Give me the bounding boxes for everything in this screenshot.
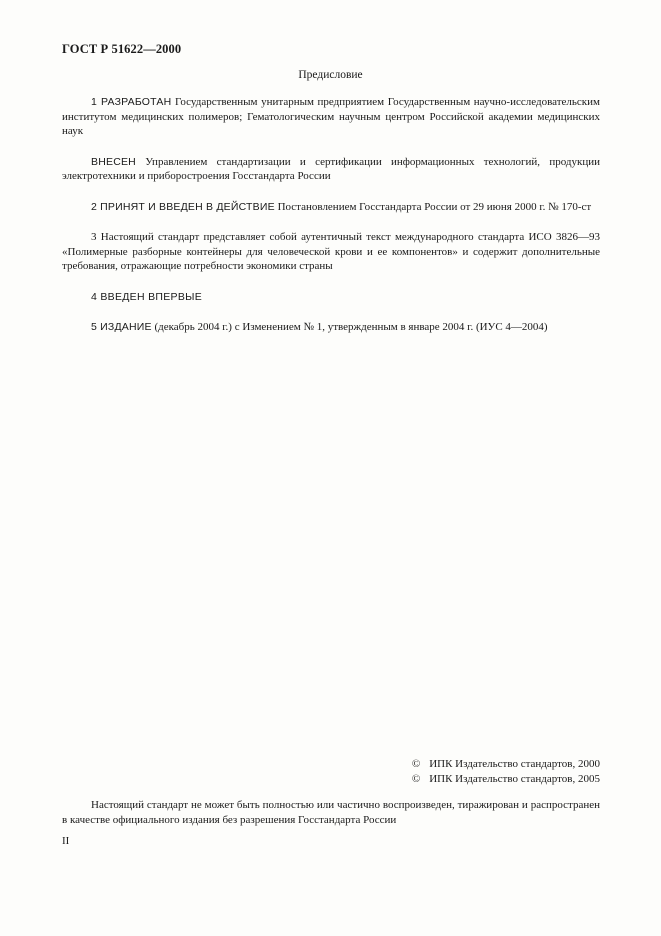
paragraph-text: Настоящий стандарт представляет собой аутентичный текст международного стандарта ИСО 3826—93 «Полимерные разборные контейнеры для человеческой крови и ее компонентов» и содержит дополнительные требования, отражающие потребности экономики страны — [62, 231, 600, 272]
paragraph-lead: 4 ВВЕДЕН ВПЕРВЫЕ — [91, 290, 203, 303]
paragraph-text: Государственным унитарным предприятием Государственным научно-исследовательским институтом медицинских полимеров; Гематологическим научным центром Российской академии медицинских наук — [62, 96, 600, 137]
page-number: II — [62, 835, 70, 847]
paragraph-lead: ВНЕСЕН — [91, 155, 136, 168]
paragraph-first-introduced — [62, 290, 600, 305]
paragraph-adopted — [62, 200, 600, 215]
copyright-block — [412, 757, 600, 786]
document-code: ГОСТ Р 51622—2000 — [62, 42, 182, 56]
reproduction-notice: Настоящий стандарт не может быть полностью или частично воспроизведен, тиражирован и распространен в качестве официального издания без разрешения Госстандарта России — [62, 799, 600, 826]
paragraph-lead: 3 — [91, 231, 97, 243]
preface-body — [62, 95, 600, 351]
paragraph-developed — [62, 95, 600, 139]
copyright-symbol: © — [411, 758, 421, 770]
paragraph-text: (декабрь 2004 г.) с Изменением № 1, утвержденным в январе 2004 г. (ИУС 4—2004) — [151, 321, 548, 333]
copyright-line — [412, 757, 600, 772]
paragraph-text: Постановлением Госстандарта России от 29 июня 2000 г. № 170-ст — [274, 200, 592, 213]
copyright-line — [412, 772, 600, 787]
paragraph-text: Управлением стандартизации и сертификации информационных технологий, продукции электротехники и приборостроения Госстандарта России — [62, 155, 600, 182]
copyright-symbol: © — [411, 772, 421, 785]
paragraph-lead: 5 ИЗДАНИЕ — [91, 321, 152, 333]
paragraph-edition — [62, 320, 600, 335]
copyright-text: ИПК Издательство стандартов, 2000 — [429, 758, 600, 770]
paragraph-authentic-text — [62, 230, 600, 274]
copyright-text: ИПК Издательство стандартов, 2005 — [429, 772, 600, 785]
section-title: Предисловие — [298, 69, 363, 81]
paragraph-introduced — [62, 155, 600, 184]
paragraph-lead: 2 ПРИНЯТ И ВВЕДЕН В ДЕЙСТВИЕ — [91, 200, 275, 213]
paragraph-lead: 1 РАЗРАБОТАН — [91, 96, 172, 108]
